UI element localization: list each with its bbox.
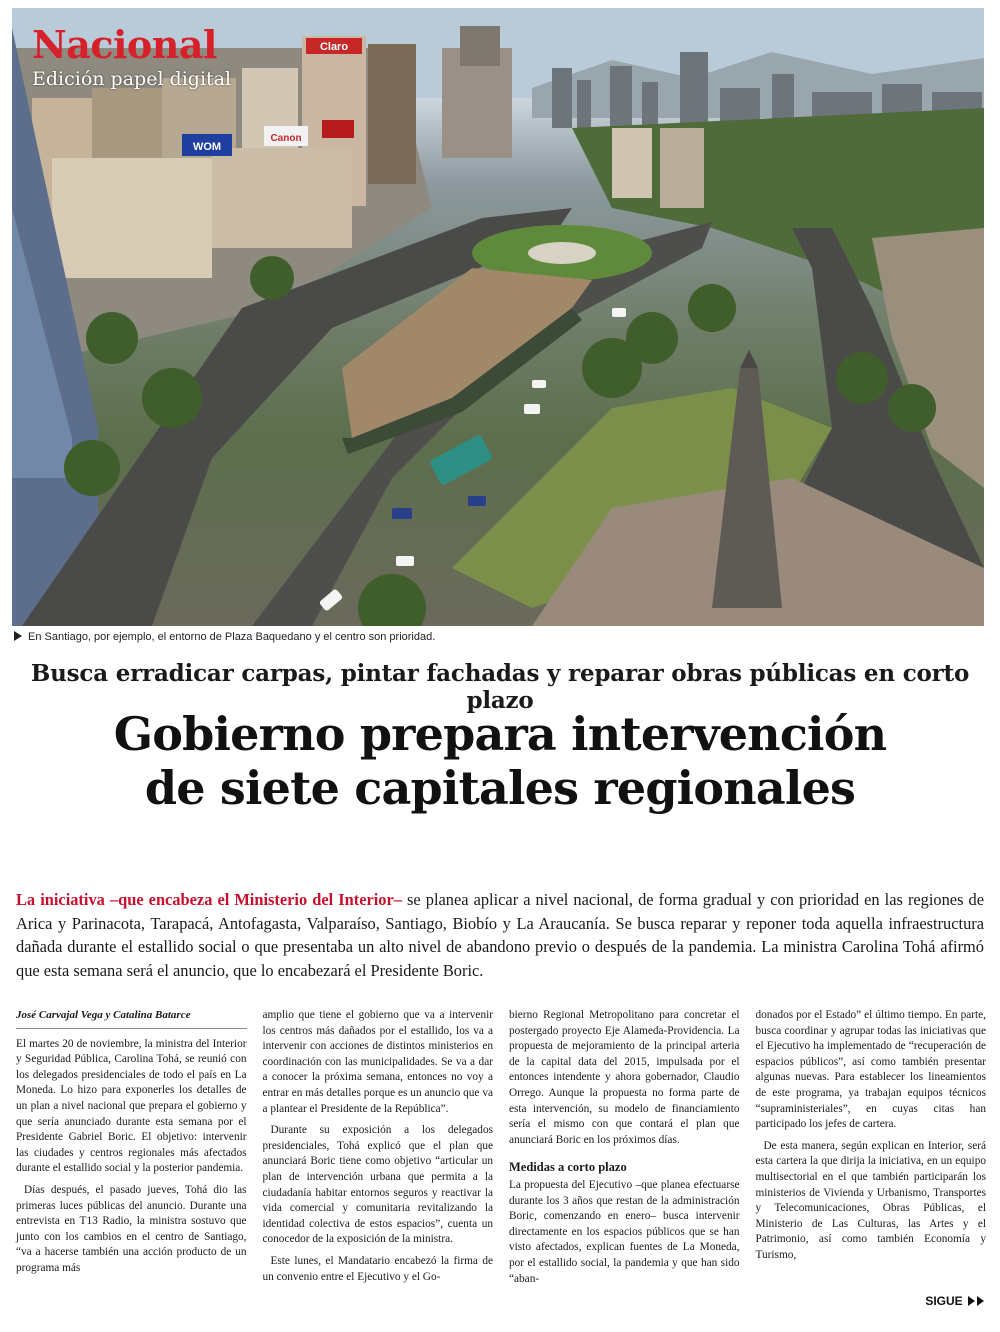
lead-highlight: La iniciativa –que encabeza el Ministerio del Interior–: [16, 890, 402, 909]
aerial-photo: [12, 8, 984, 626]
column-3: [509, 1008, 740, 1308]
caption-arrow-icon: [14, 631, 22, 641]
continue-label: SIGUE: [925, 1294, 963, 1308]
paragraph: El martes 20 de noviembre, la ministra del Interior y Seguridad Pública, Carolina Tohá, se reunió con los delegados presidenciales de todo el país en La Moneda. Lo hizo para exponerles los detalles de un plan a nivel nacional que prepara el gobierno y que sería anunciado durante esta semana por el Presidente Gabriel Boric. El objetivo: intervenir las ciudades y centros regionales más afectados durante el estallido social y la posterior pandemia.: [16, 1037, 247, 1175]
section-subtitle: Edición papel digital: [32, 68, 232, 90]
headline-line-1: Gobierno prepara intervención: [113, 707, 887, 761]
paragraph: La propuesta del Ejecutivo –que planea efectuarse durante los 3 años que restan de la administración Boric, comenzando en enero– busca intervenir directamente en los espacios públicos que se han visto afectados, explican fuentes de La Moneda, por el estallido social, la pandemia y que han sido “aban-: [509, 1178, 740, 1285]
paragraph: Días después, el pasado jueves, Tohá dio las primeras luces públicas del anuncio. Durante una entrevista en T13 Radio, la ministra sostuvo que junto con los cambios en el centro de Santiago, “va a hacerse también una acción producto de un programa más: [16, 1183, 247, 1274]
article-kicker: Busca erradicar carpas, pintar fachadas y reparar obras públicas en corto plazo: [30, 660, 970, 714]
paragraph: Este lunes, el Mandatario encabezó la firma de un convenio entre el Ejecutivo y el Go-: [262, 1254, 493, 1283]
paragraph: De esta manera, según explican en Interior, será esta cartera la que dirija la iniciativa, en un equipo multisectorial en el que también participarán los ministerios de Vivienda y Urbanismo, Transportes y Telecomunicaciones, Obras Públicas, el Ministerio de Las Culturas, las Artes y el Patrimonio, así como también Economía y Turismo,: [755, 1139, 986, 1261]
aerial-city-illustration: [12, 8, 984, 626]
column-1: [16, 1008, 247, 1308]
billboard-label: Claro: [319, 41, 349, 53]
lead-text: se planea aplicar a nivel nacional, de forma gradual y con prioridad en las regiones de Arica y Parinacota, Tarapacá, Antofagasta, Valparaíso, Santiago, Biobío y La Araucanía. Se busca reparar y reponer toda aquella infraestructura dañada durante el estallido social o que presentaba un alto nivel de abandono previo o después de la pandemia. La ministra Carolina Tohá afirmó que esta semana será el anuncio, que lo encabezará el Presidente Boric.: [16, 890, 984, 980]
paragraph: amplio que tiene el gobierno que va a intervenir los centros más dañados por el estallido, los va a intervenir con acciones de distintos ministerios en coordinación con las municipalidades. Se va a dar a conocer la próxima semana, entonces no voy a entrar en más detalles porque es un anuncio que va a plantear el Presidente de la República”.: [262, 1009, 493, 1115]
continue-link[interactable]: [925, 1294, 984, 1308]
photo-caption: [14, 631, 984, 643]
subheading: Medidas a corto plazo: [509, 1160, 627, 1175]
column-2: [263, 1008, 494, 1308]
section-title: Nacional: [32, 22, 217, 67]
paragraph: Durante su exposición a los delegados presidenciales, Tohá explicó que el plan que anunciará Boric tiene como objetivo “articular un plan de intervención urbana que permita a la ciudadanía habitar entornos seguros y reactivar la vida comercial y comunitaria revitalizando la identidad colectiva de estos espacios”, cuenta un conocedor de la exposición de la ministra.: [262, 1124, 493, 1246]
paragraph: bierno Regional Metropolitano para concretar el postergado proyecto Eje Alameda-Providencia. La propuesta de mejoramiento de la principal arteria de la capital data del 2015, impulsada por el entonces intendente y ahora gobernador, Claudio Orrego. Aunque la propuesta no forma parte de esta intervención, su modelo de financiamiento sería el mismo con que contará el plan que anunciará Boric en los próximos días.: [509, 1009, 740, 1146]
arrow-right-icon: [968, 1296, 975, 1306]
paragraph: donados por el Estado” el último tiempo. En parte, busca coordinar y agrupar todas las iniciativas que el Ejecutivo ha implementado de “recuperación de espacios públicos”, así como también presentar algunas nuevas. Para establecer los lineamientos de este programa, ya trabajan equipos técnicos “supraministeriales”, en cuyas citas han participado los jefes de cartera.: [755, 1009, 986, 1131]
byline: José Carvajal Vega y Catalina Batarce: [16, 1008, 247, 1029]
arrow-right-icon: [977, 1296, 984, 1306]
photo-caption-text: En Santiago, por ejemplo, el entorno de Plaza Baquedano y el centro son prioridad.: [28, 631, 436, 643]
article-body: [16, 1008, 986, 1308]
article-headline: [0, 707, 1000, 815]
billboard-label: WOM: [192, 141, 222, 153]
headline-line-2: de siete capitales regionales: [144, 761, 856, 815]
column-4: [756, 1008, 987, 1308]
billboard-label: Canon: [270, 133, 302, 144]
article-lead: [16, 888, 984, 982]
